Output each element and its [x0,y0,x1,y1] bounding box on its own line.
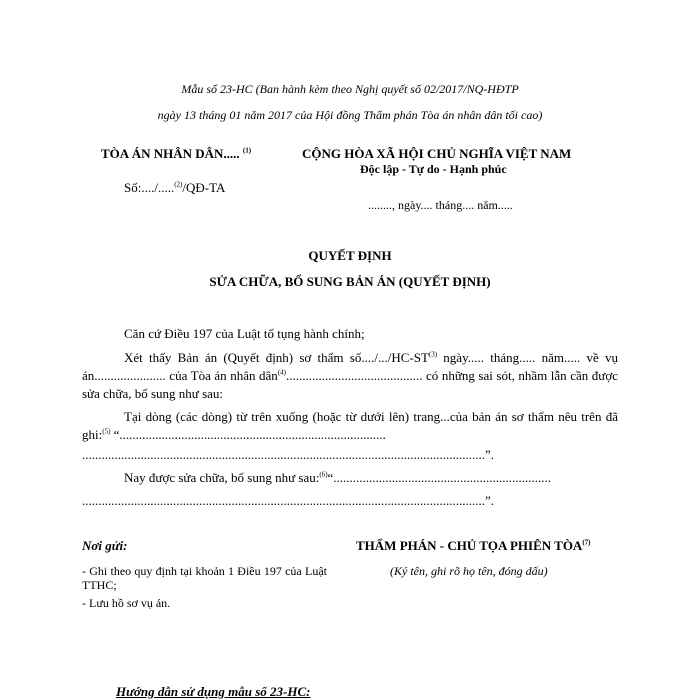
recipient-item-2: - Lưu hồ sơ vụ án. [82,596,171,610]
national-motto: Độc lập - Tự do - Hạnh phúc [360,162,507,176]
note-4: (4) [277,368,286,377]
note-2: (2) [174,180,183,189]
note-3: (3) [428,350,438,359]
decision-title: QUYẾT ĐỊNH [308,248,392,263]
recipient-item-1: - Ghi theo quy định tại khoản 1 Điều 197 của Luật TTHC; [82,564,327,592]
decision-subtitle: SỬA CHỮA, BỔ SUNG BẢN ÁN (QUYẾT ĐỊNH) [209,274,491,289]
form-caption-line2: ngày 13 tháng 01 năm 2017 của Hội đồng Thẩm phán Tòa án nhân dân tối cao) [157,108,543,122]
signer-title: THẨM PHÁN - CHỦ TỌA PHIÊN TÒA$^{(7)}$ [356,538,591,553]
usage-guide-title: Hướng dẫn sử dụng mẫu số 23-HC: [116,684,311,699]
form-caption-line1: Mẫu số 23-HC (Ban hành kèm theo Nghị quyết số 02/2017/NQ-HĐTP [181,82,519,96]
amendment-line: Nay được sửa chữa, bổ sung như sau:$^{(6)}$“................................................................... [124,470,552,485]
note-5: (5) [102,427,111,436]
court-name: TÒA ÁN NHÂN DÂN..... $^{(1)}$ [101,146,252,161]
note-1: (1) [242,146,252,155]
nation-name: CỘNG HÒA XÃ HỘI CHỦ NGHĨA VIỆT NAM [302,146,572,161]
note-7: (7) [582,538,591,547]
recipients-title: Nơi gửi: [82,538,128,553]
dotted-line-2: ............................................................................................................................”. [82,493,495,508]
dotted-line-1: ............................................................................................................................”. [82,447,495,462]
consideration-paragraph: Xét thấy Bản án (Quyết định) sơ thẩm số..../.../HC-ST$^{(3)}$ ngày..... tháng..... năm..... về vụ án...................... của Tòa án nhân dân$^{(4)}$.......................................... có những sai sót, nhầm lẫn cần được sửa chữa, bổ sung như sau: [82,350,618,401]
decision-number: Số:..../.....$^{(2)}$/QĐ-TA [124,180,226,195]
signature-hint: (Ký tên, ghi rõ họ tên, đóng dấu) [390,564,548,578]
error-location-paragraph: Tại dòng (các dòng) từ trên xuống (hoặc từ dưới lên) trang...của bản án sơ thẩm nêu trên đã ghi:$^{(5)}$ “.................................................................................. [82,409,618,442]
note-6: (6) [319,470,328,479]
date-line: ........, ngày.... tháng.... năm..... [368,198,513,212]
legal-basis: Căn cứ Điều 197 của Luật tố tụng hành chính; [124,326,365,341]
